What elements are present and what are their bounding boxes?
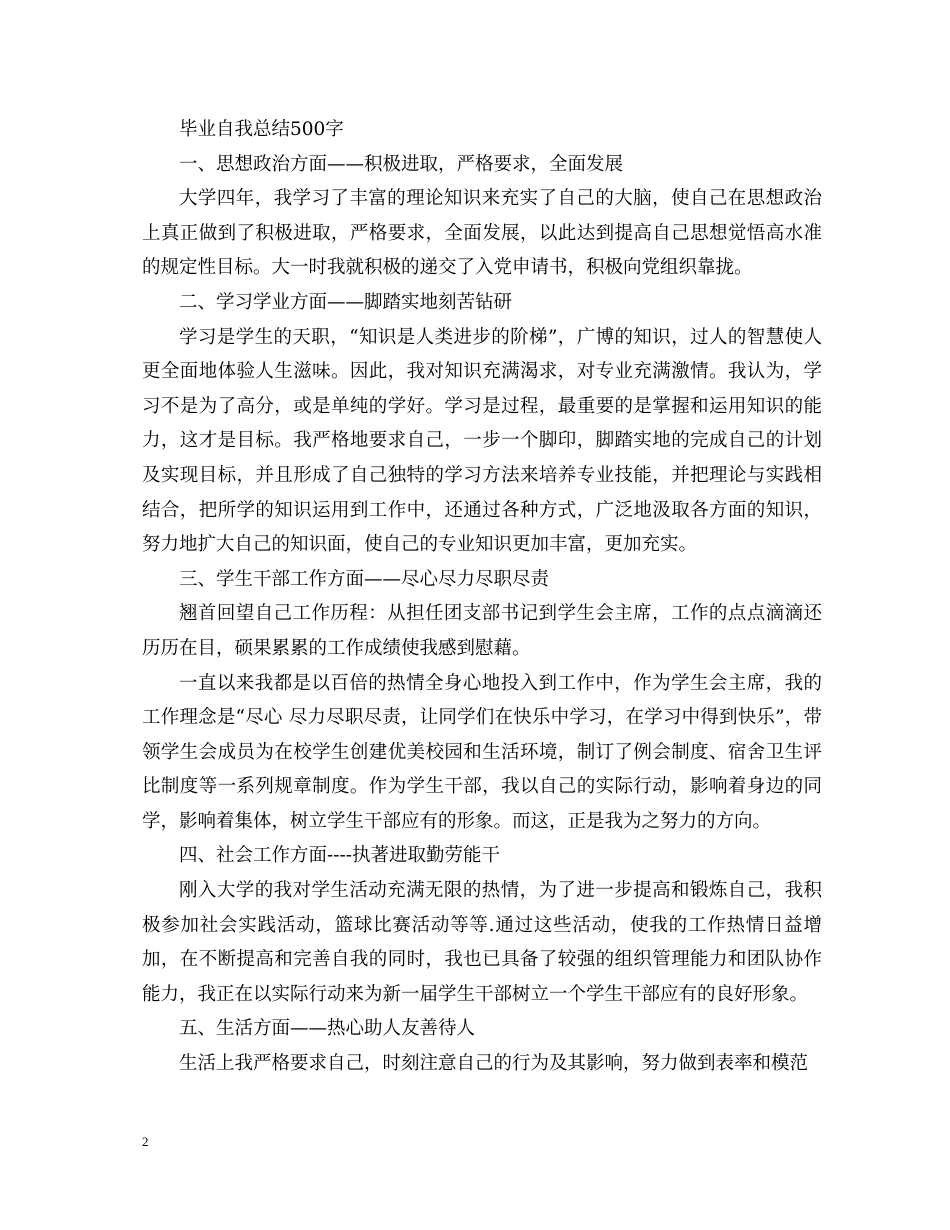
- page-number: 2: [142, 1134, 149, 1149]
- section-heading-social-work: 四、社会工作方面----执著进取勤劳能干: [179, 845, 501, 867]
- section-heading-student-cadre: 三、学生干部工作方面——尽心尽力尽职尽责: [179, 568, 550, 590]
- document-title: 毕业自我总结500字: [179, 119, 344, 140]
- paragraph-student-cadre-1: 翘首回望自己工作历程：从担任团支部书记到学生会主席，工作的点点滴滴还历历在目，硕果累累的工作成绩使我感到慰藉。: [142, 603, 822, 659]
- document-body: [142, 113, 822, 1082]
- section-heading-politics: 一、思想政治方面——积极进取，严格要求，全面发展: [179, 153, 624, 175]
- paragraph-student-cadre-2: 一直以来我都是以百倍的热情全身心地投入到工作中，作为学生会主席，我的工作理念是“尽心 尽力尽职尽责，让同学们在快乐中学习，在学习中得到快乐”，带领学生会成员为在校学生创建优美校园和生活环境，制订了例会制度、宿舍卫生评比制度等一系列规章制度。作为学生干部，我以自己的实际行动，影响着身边的同学，影响着集体，树立学生干部应有的形象。而这，正是我为之努力的方向。: [142, 672, 822, 832]
- paragraph-politics: 大学四年，我学习了丰富的理论知识来充实了自己的大脑，使自己在思想政治上真正做到了积极进取，严格要求，全面发展，以此达到提高自己思想觉悟高水准的规定性目标。大一时我就积极的递交了入党申请书，积极向党组织靠拢。: [142, 188, 822, 279]
- paragraph-social-work: 刚入大学的我对学生活动充满无限的热情，为了进一步提高和锻炼自己，我积极参加社会实践活动，篮球比赛活动等等.通过这些活动，使我的工作热情日益增加，在不断提高和完善自我的同时，我也已具备了较强的组织管理能力和团队协作能力，我正在以实际行动来为新一届学生干部树立一个学生干部应有的良好形象。: [142, 880, 822, 1005]
- section-heading-study: 二、学习学业方面——脚踏实地刻苦钻研: [179, 291, 513, 313]
- section-heading-life: 五、生活方面——热心助人友善待人: [179, 1018, 476, 1040]
- paragraph-life: 生活上我严格要求自己，时刻注意自己的行为及其影响，努力做到表率和模范: [179, 1053, 809, 1075]
- paragraph-study: 学习是学生的天职，“知识是人类进步的阶梯”，广博的知识，过人的智慧使人更全面地体验人生滋味。因此，我对知识充满渴求，对专业充满激情。我认为，学习不是为了高分，或是单纯的学好。学习是过程，最重要的是掌握和运用知识的能力，这才是目标。我严格地要求自己，一步一个脚印，脚踏实地的完成自己的计划及实现目标，并且形成了自己独特的学习方法来培养专业技能，并把理论与实践相结合，把所学的知识运用到工作中，还通过各种方式，广泛地汲取各方面的知识，努力地扩大自己的知识面，使自己的专业知识更加丰富，更加充实。: [142, 326, 822, 556]
